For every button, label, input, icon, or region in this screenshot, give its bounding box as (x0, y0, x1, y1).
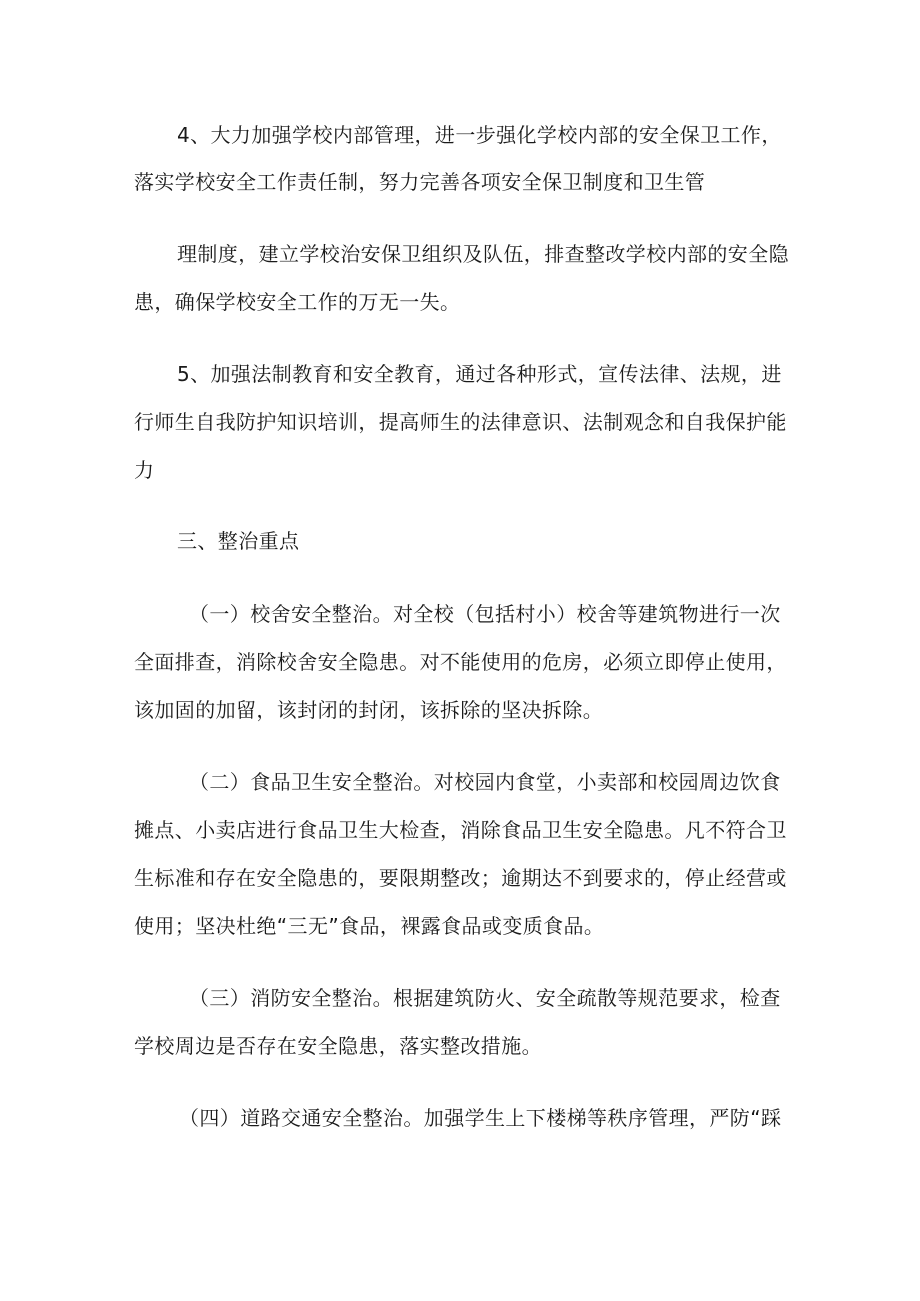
paragraph-5-line-3: 力 (134, 458, 155, 482)
item-4-line-1: （四）道路交通安全整治。加强学生上下楼梯等秩序管理，严防“踩 (179, 1106, 782, 1130)
item-2-line-3: 生标准和存在安全隐患的，要限期整改；逾期达不到要求的，停止经营或 (134, 866, 787, 890)
item-3-line-2: 学校周边是否存在安全隐患，落实整改措施。 (134, 1034, 542, 1058)
paragraph-5-line-1: 5、加强法制教育和安全教育，通过各种形式，宣传法律、法规，进 (177, 362, 782, 386)
item-2-line-2: 摊点、小卖店进行食品卫生大检查，消除食品卫生安全隐患。凡不符合卫 (134, 818, 787, 842)
paragraph-4-line-3: 理制度，建立学校治安保卫组织及队伍，排查整改学校内部的安全隐 (177, 242, 789, 266)
item-3-line-1: （三）消防安全整治。根据建筑防火、安全疏散等规范要求，检查 (189, 986, 781, 1010)
paragraph-4-line-1: 4、大力加强学校内部管理，进一步强化学校内部的安全保卫工作， (177, 123, 782, 147)
item-1-line-1: （一）校舍安全整治。对全校（包括村小）校舍等建筑物进行一次 (189, 602, 781, 626)
item-1-line-3: 该加固的加留，该封闭的封闭，该拆除的坚决拆除。 (134, 698, 604, 722)
item-2-line-1: （二）食品卫生安全整治。对校园内食堂，小卖部和校园周边饮食 (189, 770, 781, 794)
paragraph-4-line-4: 患，确保学校安全工作的万无一失。 (134, 290, 461, 314)
paragraph-4-line-2: 落实学校安全工作责任制，努力完善各项安全保卫制度和卫生管 (134, 170, 706, 194)
section-heading: 三、整治重点 (177, 529, 300, 553)
paragraph-5-line-2: 行师生自我防护知识培训，提高师生的法律意识、法制观念和自我保护能 (134, 410, 787, 434)
item-2-line-4: 使用；坚决杜绝“三无”食品，裸露食品或变质食品。 (134, 914, 605, 938)
item-1-line-2: 全面排查，消除校舍安全隐患。对不能使用的危房，必须立即停止使用， (134, 650, 787, 674)
